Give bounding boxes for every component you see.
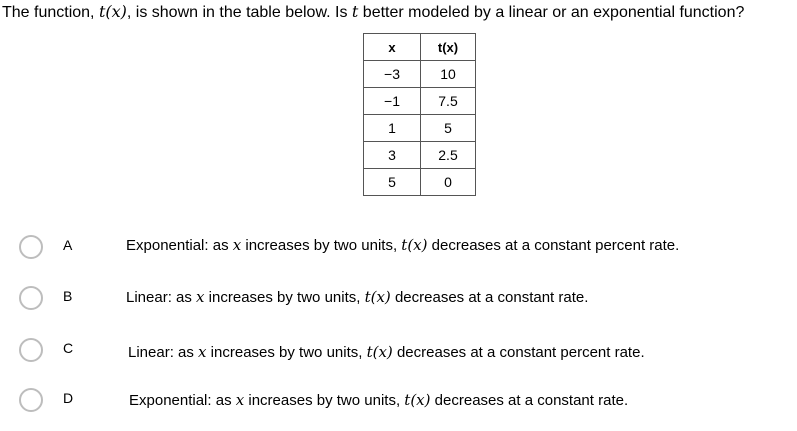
table-row <box>364 169 476 196</box>
option-text: Linear: as x increases by two units, t(x) decreases at a constant rate. <box>126 288 589 306</box>
option-a[interactable] <box>0 233 797 263</box>
option-letter: D <box>63 390 74 406</box>
radio-button[interactable] <box>19 388 43 412</box>
option-letter: A <box>63 237 73 253</box>
cell-tx: 0 <box>421 169 476 196</box>
question-middle: , is shown in the table below. Is <box>126 4 352 21</box>
option-text: Exponential: as x increases by two units, t(x) decreases at a constant rate. <box>129 391 629 409</box>
question-suffix: better modeled by a linear or an exponential function? <box>358 4 745 21</box>
table-row <box>364 142 476 169</box>
table-row <box>364 61 476 88</box>
radio-button[interactable] <box>19 235 43 259</box>
cell-x: 3 <box>364 142 421 169</box>
cell-tx: 2.5 <box>421 142 476 169</box>
values-table <box>363 33 476 196</box>
question-function: t(x) <box>98 2 127 21</box>
option-text: Linear: as x increases by two units, t(x) decreases at a constant percent rate. <box>128 343 645 361</box>
cell-x: 5 <box>364 169 421 196</box>
question-variable: t <box>351 2 359 21</box>
radio-button[interactable] <box>19 338 43 362</box>
question-text <box>2 2 744 22</box>
table-row <box>364 115 476 142</box>
table-header-row <box>364 34 476 61</box>
option-d[interactable] <box>0 387 797 417</box>
cell-x: 1 <box>364 115 421 142</box>
question-prefix: The function, <box>2 4 99 21</box>
option-text: Exponential: as x increases by two units, t(x) decreases at a constant percent rate. <box>126 236 680 254</box>
cell-tx: 5 <box>421 115 476 142</box>
radio-button[interactable] <box>19 286 43 310</box>
option-letter: B <box>63 288 73 304</box>
cell-x: −1 <box>364 88 421 115</box>
cell-x: −3 <box>364 61 421 88</box>
cell-tx: 7.5 <box>421 88 476 115</box>
table-row <box>364 88 476 115</box>
header-x: x <box>364 34 421 61</box>
header-tx: t(x) <box>421 34 476 61</box>
option-letter: C <box>63 340 74 356</box>
option-b[interactable] <box>0 286 797 316</box>
option-c[interactable] <box>0 338 797 368</box>
cell-tx: 10 <box>421 61 476 88</box>
